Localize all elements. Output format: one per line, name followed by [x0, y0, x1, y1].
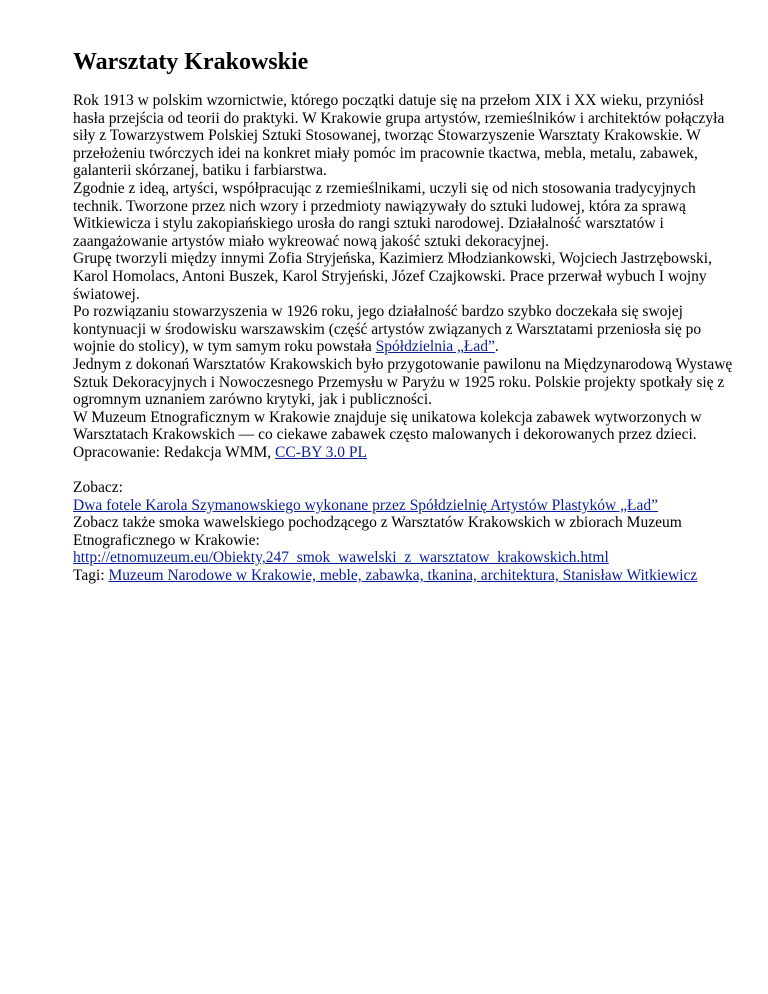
tags-link[interactable]: Muzeum Narodowe w Krakowie, meble, zabawka, tkanina, architektura, Stanisław Witkiewicz [108, 567, 698, 585]
paragraph-continuation [73, 303, 733, 356]
paragraph-intro: Rok 1913 w polskim wzornictwie, którego początki datuje się na przełom XIX i XX wieku, przyniósł hasła przejścia od teorii do praktyki. W Krakowie grupa artystów, rzemieślników i architektów połączyła siły z Towarzystwem Polskiej Sztuki Stosowanej, tworząc Stowarzyszenie Warsztaty Krakowskie. W przełożeniu twórczych idei na konkret miały pomóc im pracownie tkactwa, mebla, metalu, zabawek, galanterii skórzanej, batiku i farbiarstwa. [73, 92, 725, 180]
paragraph-members: Grupę tworzyli między innymi Zofia Stryjeńska, Kazimierz Młodziankowski, Wojciech Jastrzębowski, Karol Homolacs, Antoni Buszek, Karol Stryjeński, Józef Czajkowski. Prace przerwał wybuch I wojny światowej. [73, 250, 712, 303]
see-also-dragon-text: Zobacz także smoka wawelskiego pochodzącego z Warsztatów Krakowskich w zbiorach Muzeum Etnograficznego w Krakowie: [73, 514, 682, 549]
tags-line [73, 567, 733, 585]
lad-cooperative-link[interactable]: Spółdzielnia „Ład” [375, 338, 495, 356]
szymanowski-chairs-link[interactable]: Dwa fotele Karola Szymanowskiego wykonane przez Spółdzielnię Artystów Plastyków „Ład” [73, 496, 658, 514]
paragraph-continuation-end: . [494, 338, 499, 356]
paragraph-continuation-text: Po rozwiązaniu stowarzyszenia w 1926 roku, jego działalność bardzo szybko doczekała się swojej kontynuacji w środowisku warszawskim (część artystów związanych z Warsztatami przeniosła się po wojnie do stolicy), w tym samym roku powstała [73, 303, 702, 356]
paragraph-museum-collection: W Muzeum Etnograficznym w Krakowie znajduje się unikatowa kolekcja zabawek wytworzonych w Warsztatach Krakowskich — co ciekawe zabawek często malowanych i dekorowanych przez dzieci. [73, 408, 702, 444]
see-also-section [73, 479, 733, 567]
document-page [73, 48, 733, 585]
license-link[interactable]: CC-BY 3.0 PL [275, 443, 368, 461]
paragraph-idea: Zgodnie z ideą, artyści, współpracując z rzemieślnikami, uczyli się od nich stosowania tradycyjnych technik. Tworzone przez nich wzory i przedmioty nawiązywały do sztuki ludowej, która za sprawą Witkiewicza i stylu zakopiańskiego urosła do rangi sztuki narodowej. Działalność warsztatów i zaangażowanie artystów miało wykreować nową jakość sztuki dekoracyjnej. [73, 179, 696, 250]
article-body [73, 92, 733, 585]
dragon-museum-link[interactable]: http://etnomuzeum.eu/Obiekty,247_smok_wawelski_z_warsztatow_krakowskich.html [73, 549, 609, 567]
credits-label: Opracowanie: Redakcja WMM, [73, 443, 276, 461]
tags-label: Tagi: [73, 567, 109, 585]
page-title: Warsztaty Krakowskie [73, 49, 309, 75]
paragraph-paris-pavilion: Jednym z dokonań Warsztatów Krakowskich było przygotowanie pawilonu na Międzynarodową Wystawę Sztuk Dekoracyjnych i Nowoczesnego Przemysłu w Paryżu w 1925 roku. Polskie projekty spotkały się z ogromnym uznaniem zarówno krytyki, jak i publiczności. [73, 355, 733, 409]
credits-line [73, 444, 733, 462]
see-also-label: Zobacz: [73, 479, 123, 497]
